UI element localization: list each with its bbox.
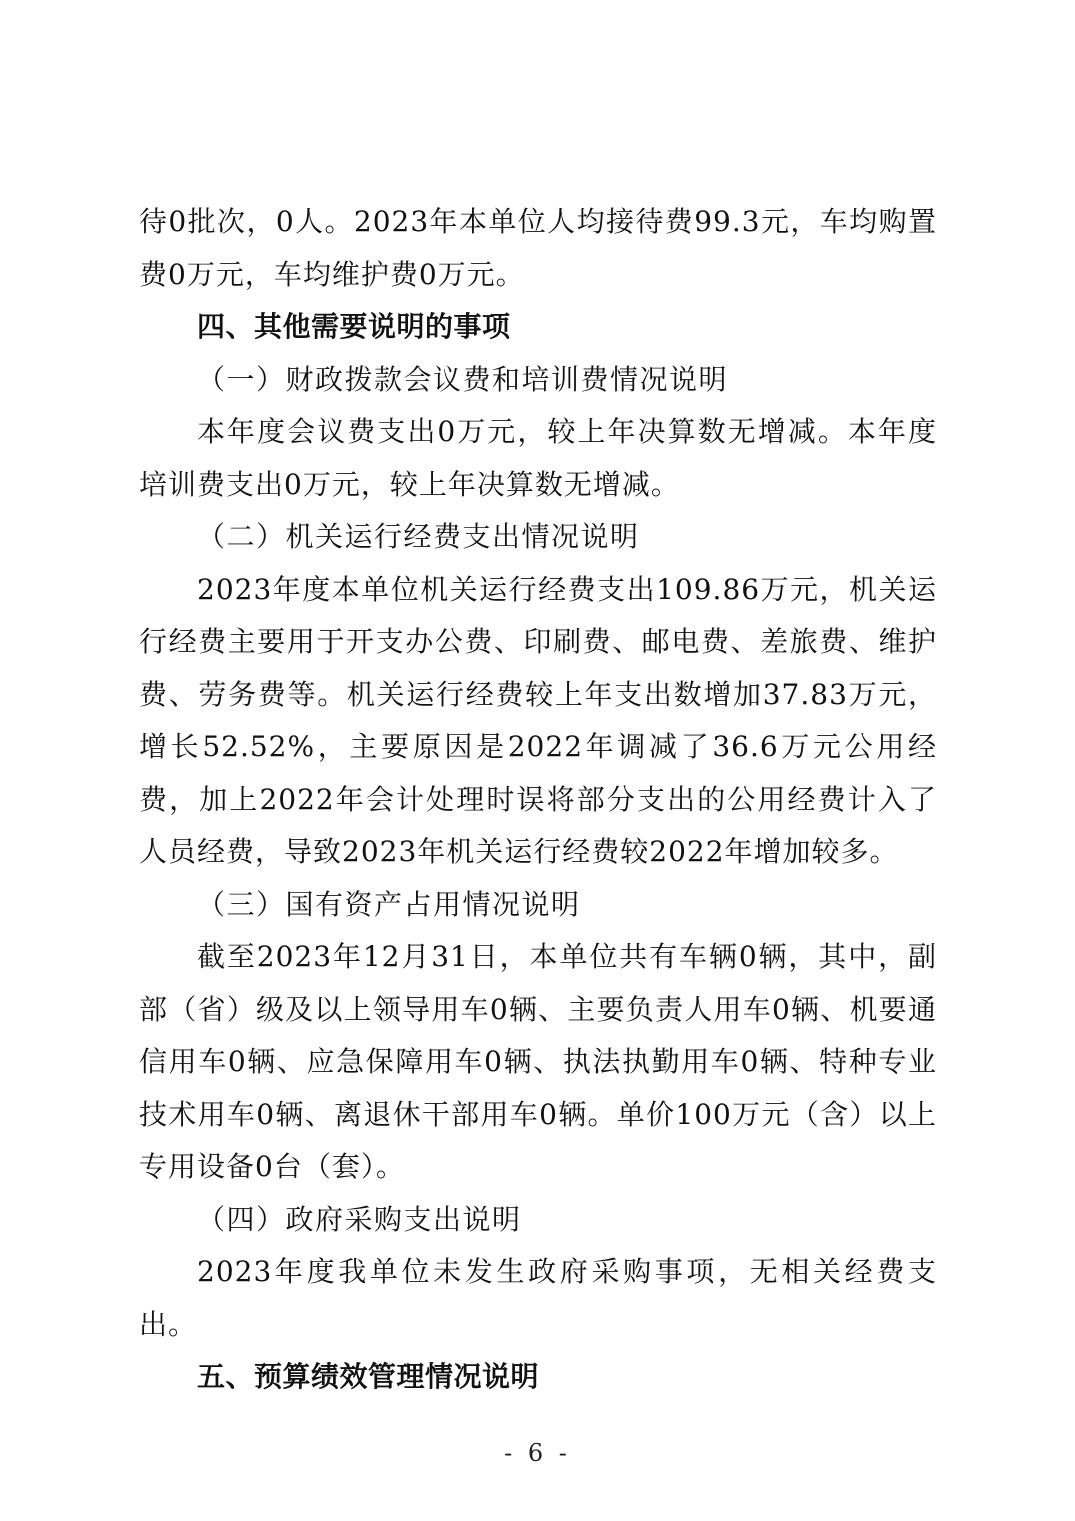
- document-body: [139, 196, 937, 1404]
- paragraph-meeting-training: 本年度会议费支出0万元，较上年决算数无增减。本年度培训费支出0万元，较上年决算数无增减。: [139, 415, 937, 501]
- section-heading-other-matters: 四、其他需要说明的事项: [197, 310, 511, 343]
- section-heading-performance-management: 五、预算绩效管理情况说明: [197, 1360, 540, 1393]
- paragraph-operating-expenses: 2023年度本单位机关运行经费支出109.86万元，机关运行经费主要用于开支办公费、印刷费、邮电费、差旅费、维护费、劳务费等。机关运行经费较上年支出数增加37.83万元，增长52.52%，主要原因是2022年调减了36.6万元公用经费，加上2022年会计处理时误将部分支出的公用经费计入了人员经费，导致2023年机关运行经费较2022年增加较多。: [139, 572, 937, 868]
- subsection-heading-meeting-training: （一）财政拨款会议费和培训费情况说明: [197, 362, 729, 396]
- paragraph-procurement: 2023年度我单位未发生政府采购事项，无相关经费支出。: [139, 1255, 937, 1341]
- paragraph-hospitality-continued: 待0批次，0人。2023年本单位人均接待费99.3元，车均购置费0万元，车均维护费0万元。: [139, 205, 937, 291]
- paragraph-state-assets: 截至2023年12月31日，本单位共有车辆0辆，其中，副部（省）级及以上领导用车0辆、主要负责人用车0辆、机要通信用车0辆、应急保障用车0辆、执法执勤用车0辆、特种专业技术用车0辆、离退休干部用车0辆。单价100万元（含）以上专用设备0台（套）。: [139, 940, 937, 1183]
- subsection-heading-operating-expenses: （二）机关运行经费支出情况说明: [197, 520, 640, 553]
- subsection-heading-procurement: （四）政府采购支出说明: [197, 1202, 522, 1236]
- page-number: - 6 -: [504, 1439, 571, 1467]
- subsection-heading-state-assets: （三）国有资产占用情况说明: [197, 887, 581, 921]
